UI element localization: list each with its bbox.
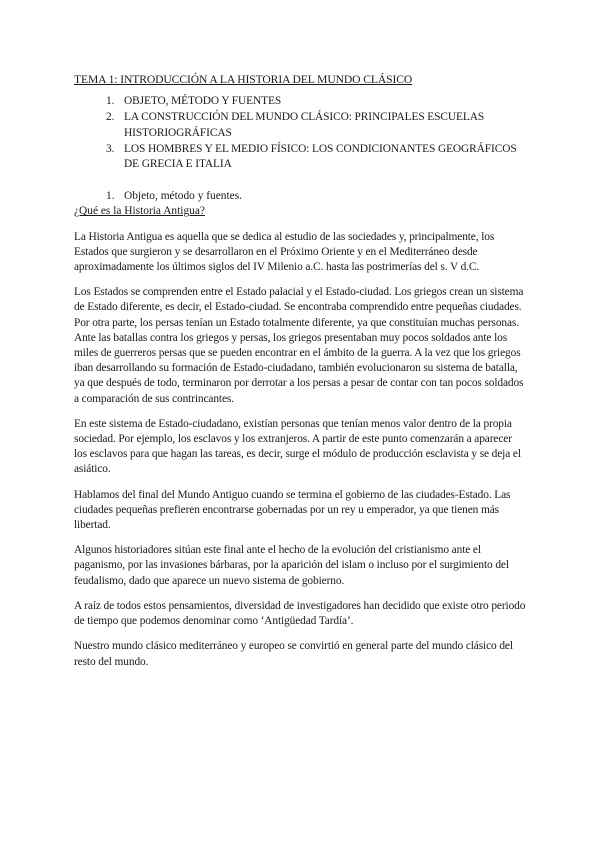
paragraph: Algunos historiadores sitúan este final ante el hecho de la evolución del cristianismo ante el paganismo, por las invasiones bárbaras, por la aparición del islam o incluso por el surgimiento del feudalismo, dado que aparece un nuevo sistema de gobierno. [74,544,509,587]
document-body [74,72,526,680]
paragraph: Hablamos del final del Mundo Antiguo cuando se termina el gobierno de las ciudades-Estado. Las ciudades pequeñas prefieren encontrarse gobernadas por un rey u emperador, ya que tienen más libertad. [74,488,511,532]
toc-item-number: 2. [106,111,115,124]
toc-item-text: OBJETO, MÉTODO Y FUENTES [124,95,282,108]
table-of-contents [74,94,526,172]
toc-item [106,142,526,172]
document-title: TEMA 1: INTRODUCCIÓN A LA HISTORIA DEL MUNDO CLÁSICO [74,73,413,86]
paragraph: Nuestro mundo clásico mediterráneo y europeo se convirtió en general parte del mundo clásico del resto del mundo. [74,640,513,668]
toc-item-number: 3. [106,142,115,155]
toc-item-number: 1. [106,95,115,108]
toc-item [106,110,526,140]
paragraph: Los Estados se comprenden entre el Estado palacial y el Estado-ciudad. Los griegos crean un sistema de Estado diferente, es decir, el Estado-ciudad. Se encontraba comprendido entre pequeñas ciudades. Por otra parte, los persas tenían un Estado totalmente diferente, ya que constituían muchas personas. Ante las batallas contra los griegos y persas, los griegos presentaban muy pocos soldados ante los miles de guerreros persas que se pueden encontrar en el ámbito de la guerra. A la vez que los griegos iban desarrollando su formación de Estado-ciudadano, también evolucionaron su sistema de batalla, ya que después de todo, terminaron por derrotar a los persas a pesar de contar con tan pocos soldados a comparación de sus contrincantes. [74,286,524,405]
section-question: ¿Qué es la Historia Antigua? [74,205,205,218]
toc-item [106,94,526,109]
paragraph: En este sistema de Estado-ciudadano, existían personas que tenían menos valor dentro de la propia sociedad. Por ejemplo, los esclavos y los extranjeros. A partir de este punto comenzarán a aparecer los esclavos para que hagan las tareas, es decir, surge el módulo de producción esclavista y se deja el asiático. [74,417,521,476]
paragraph: La Historia Antigua es aquella que se dedica al estudio de las sociedades y, principalmente, los Estados que surgieron y se desarrollaron en el Próximo Oriente y en el Mediterráneo desde aproximadamente los últimos siglos del IV Milenio a.C. hasta las postrimerías del s. V d.C. [74,230,495,274]
section-heading [74,189,526,204]
section-number: 1. [106,190,115,203]
section-heading-text: Objeto, método y fuentes. [124,190,242,203]
toc-item-text: LA CONSTRUCCIÓN DEL MUNDO CLÁSICO: PRINCIPALES ESCUELAS HISTORIOGRÁFICAS [124,111,485,139]
toc-item-text: LOS HOMBRES Y EL MEDIO FÍSICO: LOS CONDICIONANTES GEOGRÁFICOS DE GRECIA E ITALIA [124,142,517,171]
paragraph: A raíz de todos estos pensamientos, diversidad de investigadores han decidido que existe otro periodo de tiempo que podemos denominar como ‘Antigüedad Tardía’. [74,599,526,628]
